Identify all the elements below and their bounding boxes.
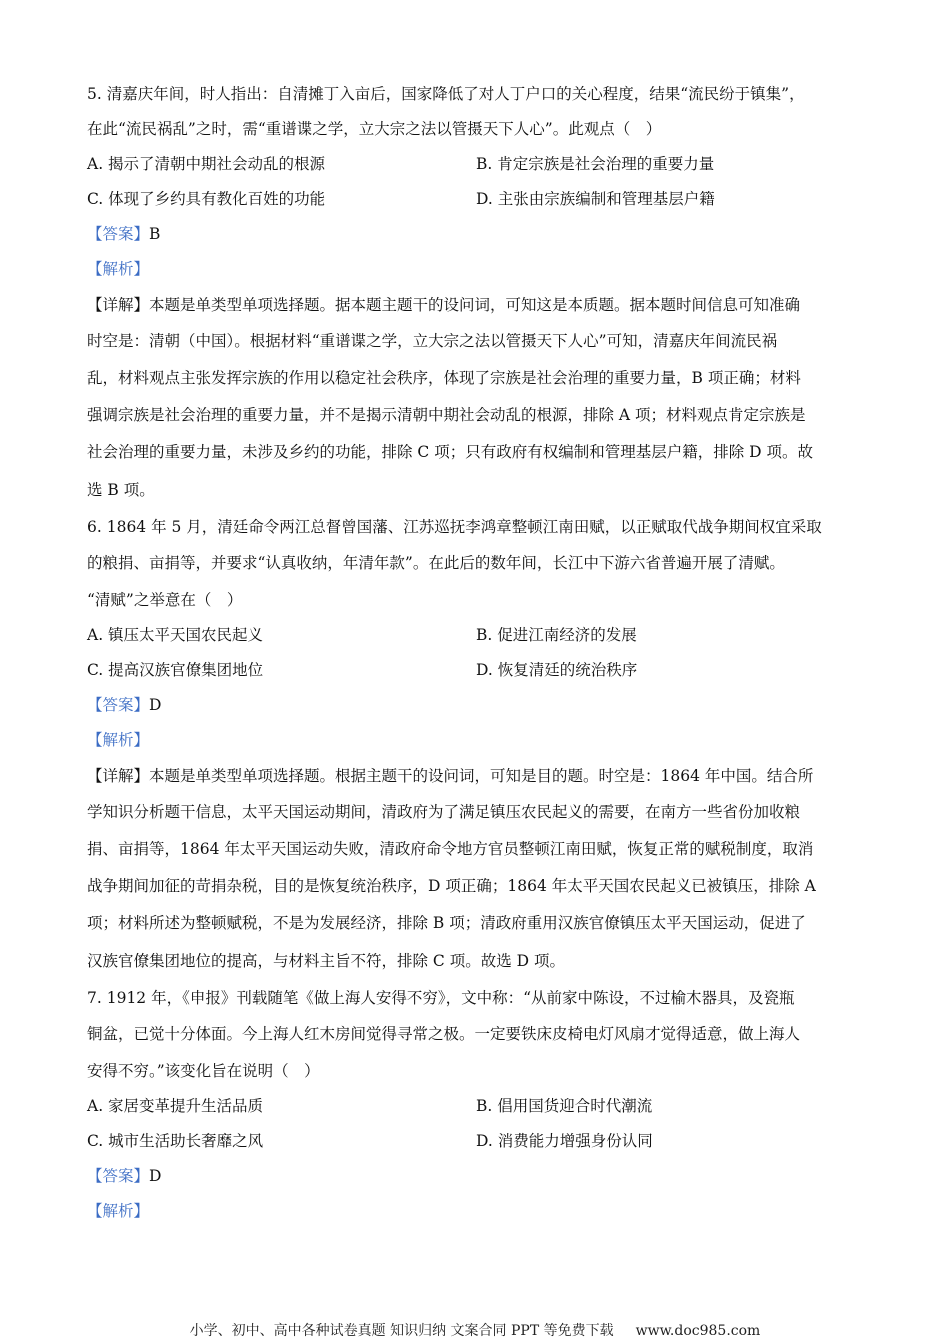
- q5-detail-line: 时空是：清朝（中国）。根据材料“重谱谍之学，立大宗之法以管摄天下人心”可知，清嘉庆年间流民祸: [87, 332, 778, 350]
- q7-option-c: C. 城市生活助长奢靡之风: [87, 1132, 264, 1150]
- q7-option-a: A. 家居变革提升生活品质: [87, 1097, 264, 1115]
- detail-tag: 【详解】: [87, 767, 150, 785]
- q7-answer: [87, 1165, 867, 1187]
- answer-tag: 【答案】: [87, 1167, 150, 1185]
- q7-option-b: B. 倡用国货迎合时代潮流: [476, 1097, 653, 1115]
- q5-detail-line: 社会治理的重要力量，未涉及乡约的功能，排除 C 项；只有政府有权编制和管理基层户籍，排除 D 项。故: [87, 443, 813, 461]
- q6-detail-line: 捐、亩捐等，1864 年太平天国运动失败，清政府命令地方官员整顿江南田赋，恢复正常的赋税制度，取消: [87, 840, 814, 858]
- answer-value: D: [149, 1167, 162, 1185]
- analysis-tag: 【解析】: [87, 731, 150, 749]
- q6-answer: [87, 694, 867, 716]
- q6-analysis-heading: [87, 729, 867, 751]
- footer-text: 小学、初中、高中各种试卷真题 知识归纳 文案合同 PPT 等免费下载: [189, 1323, 614, 1339]
- q7-stem-line: 铜盆，已觉十分体面。今上海人红木房间觉得寻常之极。一定要铁床皮椅电灯风扇才觉得适意，做上海人: [87, 1025, 801, 1043]
- answer-value: D: [149, 696, 162, 714]
- q7-option-d: D. 消费能力增强身份认同: [476, 1132, 653, 1150]
- q7-stem-line: 安得不穷。”该变化旨在说明（ ）: [87, 1062, 320, 1080]
- detail-text: 本题是单类型单项选择题。据本题主题干的设问词，可知这是本质题。据本题时间信息可知准确: [149, 296, 801, 314]
- q5-detail-line: 选 B 项。: [87, 481, 155, 499]
- q6-option-c: C. 提高汉族官僚集团地位: [87, 661, 264, 679]
- q6-stem-line: 6. 1864 年 5 月，清廷命令两江总督曾国藩、江苏巡抚李鸿章整顿江南田赋，以正赋取代战争期间权宜采取: [87, 518, 822, 536]
- page-footer: [0, 1322, 950, 1340]
- q6-stem-line: 的粮捐、亩捐等，并要求“认真收纳，年清年款”。在此后的数年间，长江中下游六省普遍开展了清赋。: [87, 554, 785, 572]
- q6-detail-line: 学知识分析题干信息，太平天国运动期间，清政府为了满足镇压农民起义的需要，在南方一些省份加收粮: [87, 803, 801, 821]
- analysis-tag: 【解析】: [87, 260, 150, 278]
- q5-detail-line: [87, 294, 867, 316]
- answer-tag: 【答案】: [87, 696, 150, 714]
- q5-stem-line: 5. 清嘉庆年间，时人指出：自清摊丁入亩后，国家降低了对人丁户口的关心程度，结果“流民纷于镇集”，: [87, 85, 805, 103]
- q6-detail-line: 战争期间加征的苛捐杂税，目的是恢复统治秩序，D 项正确；1864 年太平天国农民起义已被镇压，排除 A: [87, 877, 816, 895]
- q5-analysis-heading: [87, 258, 867, 280]
- q6-option-b: B. 促进江南经济的发展: [476, 626, 637, 644]
- q5-detail-line: 乱，材料观点主张发挥宗族的作用以稳定社会秩序，体现了宗族是社会治理的重要力量，B 项正确；材料: [87, 369, 801, 387]
- detail-text: 本题是单类型单项选择题。根据主题干的设问词，可知是目的题。时空是：1864 年中国。结合所: [149, 767, 814, 785]
- q5-option-b: B. 肯定宗族是社会治理的重要力量: [476, 155, 715, 173]
- q5-stem-line: 在此“流民祸乱”之时，需“重谱谍之学，立大宗之法以管摄天下人心”。此观点（ ）: [87, 120, 662, 138]
- q5-answer: [87, 223, 867, 245]
- q6-detail-line: [87, 765, 867, 787]
- q5-option-c: C. 体现了乡约具有教化百姓的功能: [87, 190, 326, 208]
- q6-option-a: A. 镇压太平天国农民起义: [87, 626, 264, 644]
- answer-tag: 【答案】: [87, 225, 150, 243]
- q7-stem-line: 7. 1912 年，《申报》刊载随笔《做上海人安得不穷》，文中称：“从前家中陈设，不过榆木器具，及瓷瓶: [87, 989, 795, 1007]
- q6-detail-line: 项；材料所述为整顿赋税，不是为发展经济，排除 B 项；清政府重用汉族官僚镇压太平天国运动，促进了: [87, 914, 806, 932]
- footer-site-link[interactable]: www.doc985.com: [635, 1323, 761, 1339]
- q6-option-d: D. 恢复清廷的统治秩序: [476, 661, 638, 679]
- q6-detail-line: 汉族官僚集团地位的提高，与材料主旨不符，排除 C 项。故选 D 项。: [87, 952, 565, 970]
- analysis-tag: 【解析】: [87, 1202, 150, 1220]
- q5-detail-line: 强调宗族是社会治理的重要力量，并不是揭示清朝中期社会动乱的根源，排除 A 项；材料观点肯定宗族是: [87, 406, 806, 424]
- q7-analysis-heading: [87, 1200, 867, 1222]
- answer-value: B: [149, 225, 161, 243]
- q5-option-a: A. 揭示了清朝中期社会动乱的根源: [87, 155, 326, 173]
- detail-tag: 【详解】: [87, 296, 150, 314]
- q5-option-d: D. 主张由宗族编制和管理基层户籍: [476, 190, 715, 208]
- q6-stem-line: “清赋”之举意在（ ）: [87, 591, 243, 609]
